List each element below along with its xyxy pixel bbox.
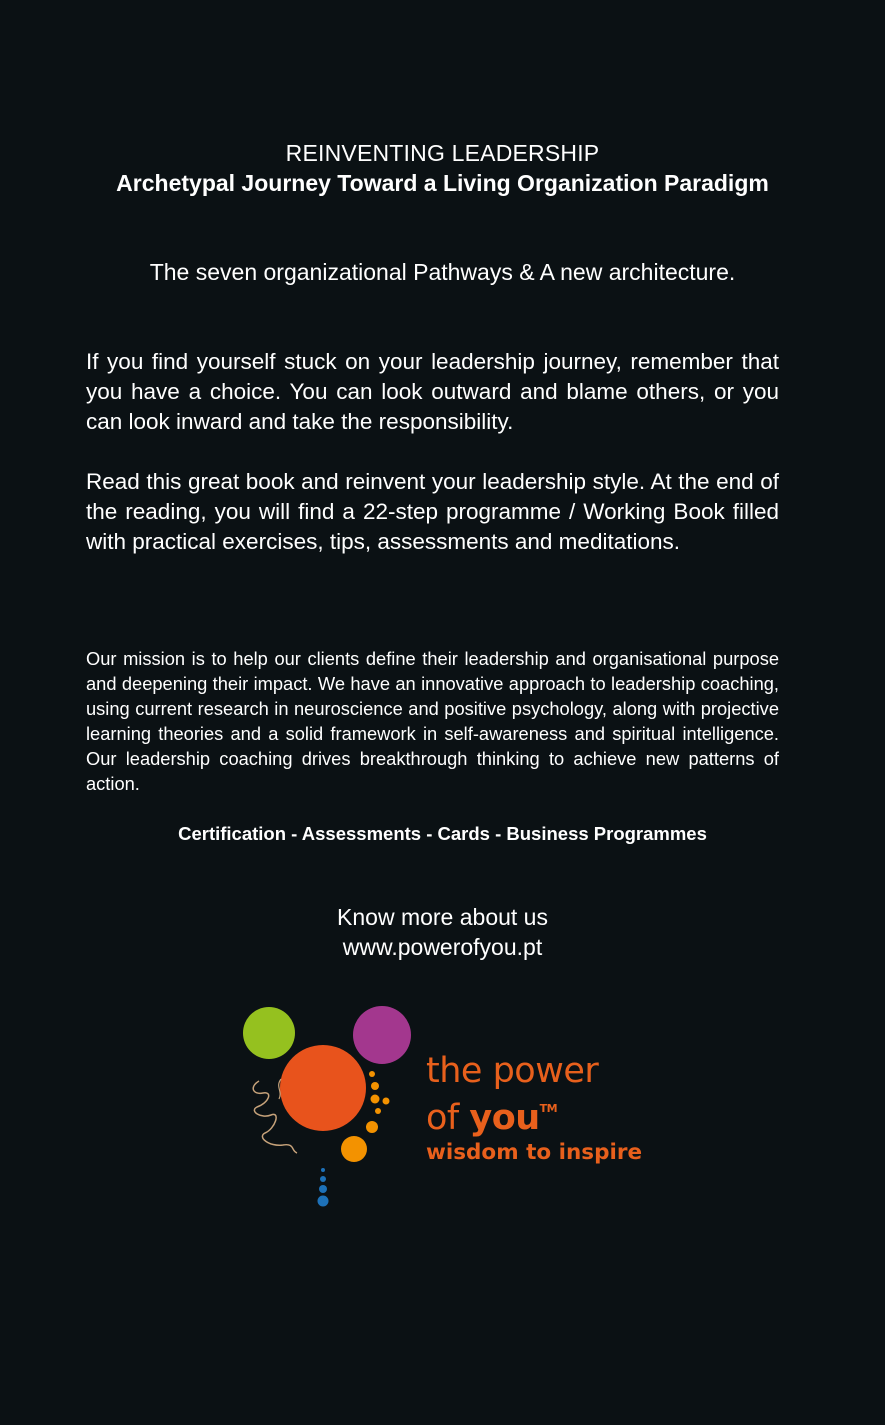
- power-of-you-logo: [235, 995, 655, 1220]
- brand-line-2: [426, 1090, 642, 1137]
- trademark-mark: TM: [539, 1102, 558, 1115]
- intro-paragraph: If you find yourself stuck on your leadership journey, remember that you have a choice. You can look outward and blame others, or you can look inward and take the responsibility.: [86, 349, 779, 434]
- logo-mark-icon: [235, 995, 425, 1220]
- know-more-text: Know more about us: [337, 904, 548, 930]
- brand-wordmark: [426, 1053, 642, 1167]
- title-block: [0, 138, 885, 198]
- brand-tagline: wisdom to inspire: [426, 1140, 643, 1165]
- logo-amber-circle: [341, 1136, 367, 1162]
- logo-orange-circle: [280, 1045, 366, 1131]
- logo-green-circle: [243, 1007, 295, 1059]
- brand-you: you: [469, 1098, 540, 1138]
- pathways-line: The seven organizational Pathways & A new architecture.: [149, 259, 736, 285]
- contact-block: [0, 902, 885, 962]
- brand-of: of: [426, 1098, 470, 1138]
- brand-line-1: the power: [426, 1051, 599, 1091]
- services-line: Certification - Assessments - Cards - Business Programmes: [178, 823, 707, 844]
- book-title: REINVENTING LEADERSHIP: [285, 140, 600, 166]
- website-link[interactable]: www.powerofyou.pt: [342, 934, 543, 960]
- mission-paragraph: Our mission is to help our clients define their leadership and organisational purpose and deepening their impact. We have an innovative approach to leadership coaching, using current research in neuroscience and positive psychology, along with projective learning theories and a solid framework in self-awareness and spiritual intelligence. Our leadership coaching drives breakthrough thinking to achieve new patterns of action.: [86, 648, 779, 794]
- programme-paragraph: Read this great book and reinvent your leadership style. At the end of the reading, you will find a 22-step programme / Working Book filled with practical exercises, tips, assessments and meditations.: [86, 469, 779, 554]
- logo-purple-circle: [353, 1006, 411, 1064]
- book-subtitle: Archetypal Journey Toward a Living Organization Paradigm: [116, 170, 769, 196]
